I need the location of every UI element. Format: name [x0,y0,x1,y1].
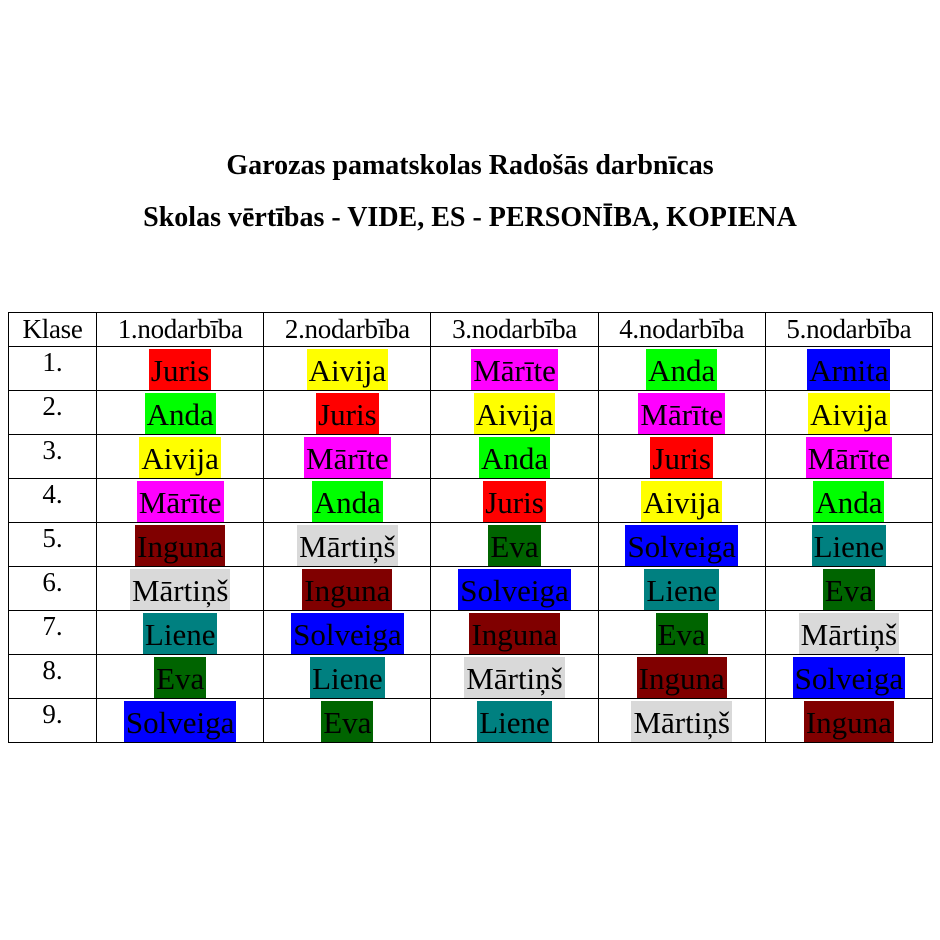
class-number: 5. [42,523,63,553]
schedule-cell [598,435,765,479]
teacher-name: Inguna [637,657,727,699]
schedule-cell [598,479,765,523]
schedule-cell [598,699,765,743]
teacher-name: Anda [145,393,216,435]
table-row [9,391,933,435]
teacher-name: Mārīte [137,481,224,523]
class-number: 4. [42,479,63,509]
teacher-name: Solveiga [793,657,906,699]
teacher-name: Mārtiņš [631,701,731,743]
schedule-cell [264,655,431,699]
schedule-cell [765,391,932,435]
class-number-cell [9,347,97,391]
table-row [9,435,933,479]
teacher-name: Anda [646,349,717,391]
teacher-name: Inguna [469,613,559,655]
header-row [9,313,933,347]
schedule-cell [431,479,598,523]
class-number: 1. [42,347,63,377]
table-row [9,655,933,699]
class-number: 8. [42,655,63,685]
teacher-name: Mārtiņš [297,525,397,567]
teacher-name: Liene [143,613,218,655]
schedule-cell [598,391,765,435]
teacher-name: Eva [656,613,708,655]
teacher-name: Mārtiņš [464,657,564,699]
table-row [9,699,933,743]
schedule-cell [97,479,264,523]
teacher-name: Anda [479,437,550,479]
teacher-name: Arnita [807,349,890,391]
schedule-cell [598,611,765,655]
class-number-cell [9,435,97,479]
table-row [9,523,933,567]
teacher-name: Aivija [641,481,723,523]
teacher-name: Liene [477,701,552,743]
schedule-cell [431,523,598,567]
teacher-name: Aivija [474,393,556,435]
teacher-name: Aivija [139,437,221,479]
teacher-name: Anda [813,481,884,523]
schedule-cell [97,611,264,655]
schedule-cell [97,567,264,611]
schedule-cell [765,567,932,611]
schedule-cell [264,523,431,567]
teacher-name: Inguna [804,701,894,743]
schedule-cell [598,567,765,611]
schedule-cell [765,699,932,743]
schedule-cell [264,347,431,391]
class-number: 7. [42,611,63,641]
header-klase: Klase [9,313,97,347]
teacher-name: Eva [321,701,373,743]
teacher-name: Solveiga [625,525,738,567]
schedule-cell [264,699,431,743]
class-number-cell [9,611,97,655]
teacher-name: Eva [823,569,875,611]
schedule-cell [431,655,598,699]
schedule-cell [765,655,932,699]
class-number: 2. [42,391,63,421]
teacher-name: Solveiga [458,569,571,611]
schedule-cell [431,699,598,743]
teacher-name: Inguna [302,569,392,611]
header-nodarbiba-3: 3.nodarbība [431,313,598,347]
schedule-cell [598,655,765,699]
title-line-1: Garozas pamatskolas Radošās darbnīcas [226,150,714,181]
teacher-name: Inguna [135,525,225,567]
class-number-cell [9,567,97,611]
teacher-name: Mārīte [304,437,391,479]
teacher-name: Mārtiņš [130,569,230,611]
class-number: 3. [42,435,63,465]
schedule-cell [97,347,264,391]
class-number-cell [9,479,97,523]
teacher-name: Juris [149,349,212,391]
schedule-cell [765,435,932,479]
table-row [9,479,933,523]
class-number-cell [9,655,97,699]
teacher-name: Liene [644,569,719,611]
schedule-cell [264,479,431,523]
teacher-name: Eva [154,657,206,699]
teacher-name: Aivija [307,349,389,391]
schedule-cell [765,523,932,567]
schedule-cell [431,611,598,655]
schedule-cell [264,435,431,479]
schedule-cell [431,567,598,611]
schedule-cell [264,391,431,435]
schedule-table [8,312,933,743]
schedule-cell [431,391,598,435]
schedule-cell [97,699,264,743]
table-row [9,611,933,655]
schedule-cell [765,479,932,523]
teacher-name: Liene [812,525,887,567]
teacher-name: Eva [488,525,540,567]
class-number-cell [9,699,97,743]
schedule-cell [598,523,765,567]
class-number: 9. [42,699,63,729]
teacher-name: Mārtiņš [799,613,899,655]
header-nodarbiba-2: 2.nodarbība [264,313,431,347]
page-title [0,140,940,244]
schedule-cell [97,391,264,435]
teacher-name: Juris [316,393,379,435]
schedule-cell [431,347,598,391]
schedule-cell [431,435,598,479]
schedule-cell [264,567,431,611]
teacher-name: Juris [650,437,713,479]
header-nodarbiba-5: 5.nodarbība [765,313,932,347]
class-number-cell [9,523,97,567]
teacher-name: Juris [483,481,546,523]
class-number-cell [9,391,97,435]
teacher-name: Aivija [808,393,890,435]
header-nodarbiba-4: 4.nodarbība [598,313,765,347]
schedule-cell [765,347,932,391]
schedule-cell [765,611,932,655]
teacher-name: Anda [312,481,383,523]
table-row [9,347,933,391]
teacher-name: Solveiga [124,701,237,743]
schedule-cell [97,435,264,479]
schedule-cell [97,655,264,699]
teacher-name: Mārīte [471,349,558,391]
teacher-name: Liene [310,657,385,699]
teacher-name: Mārīte [806,437,893,479]
teacher-name: Solveiga [291,613,404,655]
table-row [9,567,933,611]
schedule-cell [264,611,431,655]
schedule-cell [97,523,264,567]
teacher-name: Mārīte [638,393,725,435]
header-nodarbiba-1: 1.nodarbība [97,313,264,347]
schedule-cell [598,347,765,391]
title-line-2: Skolas vērtības - VIDE, ES - PERSONĪBA, KOPIENA [143,202,797,233]
class-number: 6. [42,567,63,597]
